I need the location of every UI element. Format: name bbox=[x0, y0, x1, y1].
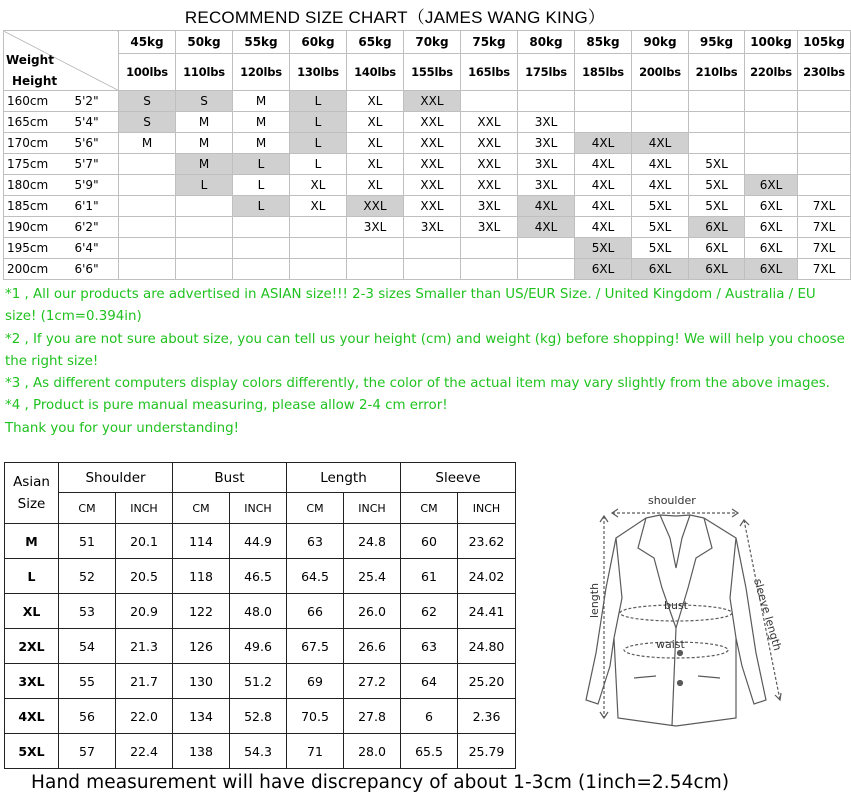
measurement-group-row bbox=[5, 463, 516, 493]
measurement-value: 67.5 bbox=[287, 629, 344, 664]
measurement-value: 64 bbox=[401, 664, 458, 699]
measurement-value: 66 bbox=[287, 594, 344, 629]
size-cell: XXL bbox=[404, 175, 461, 196]
weight-lbs-header: 220lbs bbox=[745, 54, 798, 91]
measurement-value: 20.9 bbox=[116, 594, 173, 629]
size-cell bbox=[233, 217, 290, 238]
size-cell: 4XL bbox=[632, 175, 689, 196]
height-cm: 180cm bbox=[4, 175, 69, 196]
size-label: 5XL bbox=[5, 734, 59, 769]
measurement-value: 51.2 bbox=[230, 664, 287, 699]
size-cell bbox=[689, 133, 745, 154]
size-cell: XXL bbox=[404, 154, 461, 175]
size-cell bbox=[798, 133, 851, 154]
size-cell bbox=[119, 238, 176, 259]
size-cell bbox=[798, 112, 851, 133]
measurement-row bbox=[5, 559, 516, 594]
measurement-value: 49.6 bbox=[230, 629, 287, 664]
height-cm: 165cm bbox=[4, 112, 69, 133]
unit-header: INCH bbox=[458, 493, 516, 524]
height-cm: 190cm bbox=[4, 217, 69, 238]
size-cell: 5XL bbox=[575, 238, 632, 259]
measurement-row bbox=[5, 699, 516, 734]
height-row bbox=[4, 259, 851, 280]
size-cell bbox=[518, 91, 575, 112]
weight-kg-header: 70kg bbox=[404, 31, 461, 54]
size-cell: 3XL bbox=[518, 112, 575, 133]
measurement-value: 65.5 bbox=[401, 734, 458, 769]
size-cell bbox=[233, 238, 290, 259]
height-cm: 170cm bbox=[4, 133, 69, 154]
size-cell: M bbox=[233, 133, 290, 154]
height-axis-label: Height bbox=[12, 74, 58, 88]
measurement-value: 62 bbox=[401, 594, 458, 629]
asian-size-header-line1: Asian bbox=[13, 474, 50, 490]
size-cell bbox=[404, 259, 461, 280]
diagram-label-length: length bbox=[588, 582, 601, 618]
size-cell: 7XL bbox=[798, 196, 851, 217]
measurement-value: 69 bbox=[287, 664, 344, 699]
measurement-group-header: Bust bbox=[173, 463, 287, 493]
unit-header: CM bbox=[173, 493, 230, 524]
footer-note: Hand measurement will have discrepancy of about 1-3cm (1inch=2.54cm) bbox=[31, 772, 730, 793]
measurement-row bbox=[5, 664, 516, 699]
measurement-value: 48.0 bbox=[230, 594, 287, 629]
weight-kg-header: 55kg bbox=[233, 31, 290, 54]
measurement-value: 63 bbox=[401, 629, 458, 664]
measurement-value: 71 bbox=[287, 734, 344, 769]
weight-kg-row bbox=[4, 31, 851, 54]
measurement-value: 57 bbox=[59, 734, 116, 769]
size-cell: XL bbox=[347, 91, 404, 112]
size-cell: 6XL bbox=[745, 217, 798, 238]
unit-header: CM bbox=[287, 493, 344, 524]
height-ft: 5'4" bbox=[69, 112, 119, 133]
size-cell: 4XL bbox=[518, 217, 575, 238]
size-cell: XXL bbox=[461, 133, 518, 154]
size-cell bbox=[745, 112, 798, 133]
size-cell: L bbox=[233, 154, 290, 175]
size-cell: XXL bbox=[461, 112, 518, 133]
size-cell: XL bbox=[290, 196, 347, 217]
measurement-value: 24.41 bbox=[458, 594, 516, 629]
height-ft: 6'2" bbox=[69, 217, 119, 238]
size-cell: 6XL bbox=[689, 259, 745, 280]
unit-header: INCH bbox=[230, 493, 287, 524]
weight-lbs-row bbox=[4, 54, 851, 91]
measurement-value: 23.62 bbox=[458, 524, 516, 559]
weight-kg-header: 60kg bbox=[290, 31, 347, 54]
height-ft: 6'4" bbox=[69, 238, 119, 259]
size-cell: 3XL bbox=[518, 133, 575, 154]
size-cell bbox=[745, 133, 798, 154]
size-cell: 7XL bbox=[798, 238, 851, 259]
size-cell: 4XL bbox=[575, 154, 632, 175]
size-cell: L bbox=[233, 196, 290, 217]
height-row bbox=[4, 154, 851, 175]
measurement-value: 44.9 bbox=[230, 524, 287, 559]
height-row bbox=[4, 196, 851, 217]
note-line: *3 , As different computers display colors differently, the color of the actual item may vary slightly from the above images. bbox=[5, 376, 830, 392]
size-cell: XL bbox=[347, 175, 404, 196]
height-row bbox=[4, 238, 851, 259]
size-label: 4XL bbox=[5, 699, 59, 734]
size-cell: 5XL bbox=[689, 175, 745, 196]
measurement-group-header: Length bbox=[287, 463, 401, 493]
weight-kg-header: 45kg bbox=[119, 31, 176, 54]
size-cell: M bbox=[176, 133, 233, 154]
height-cm: 175cm bbox=[4, 154, 69, 175]
page-title: RECOMMEND SIZE CHART（JAMES WANG KING） bbox=[184, 8, 606, 27]
size-cell bbox=[290, 259, 347, 280]
measurement-value: 53 bbox=[59, 594, 116, 629]
measurement-value: 25.4 bbox=[344, 559, 401, 594]
size-cell bbox=[176, 259, 233, 280]
measurement-value: 24.02 bbox=[458, 559, 516, 594]
height-ft: 6'6" bbox=[69, 259, 119, 280]
diagram-label-shoulder: shoulder bbox=[648, 494, 696, 507]
size-cell: 4XL bbox=[632, 154, 689, 175]
size-cell: 4XL bbox=[575, 196, 632, 217]
measurement-value: 22.4 bbox=[116, 734, 173, 769]
size-label: XL bbox=[5, 594, 59, 629]
size-cell: 4XL bbox=[575, 175, 632, 196]
measurement-value: 56 bbox=[59, 699, 116, 734]
measurement-value: 54 bbox=[59, 629, 116, 664]
size-cell bbox=[119, 175, 176, 196]
size-cell: L bbox=[176, 175, 233, 196]
size-cell: 6XL bbox=[575, 259, 632, 280]
size-cell: 7XL bbox=[798, 217, 851, 238]
weight-kg-header: 75kg bbox=[461, 31, 518, 54]
size-cell: XXL bbox=[461, 175, 518, 196]
size-cell: M bbox=[233, 91, 290, 112]
measurement-value: 52 bbox=[59, 559, 116, 594]
size-cell bbox=[347, 259, 404, 280]
size-cell: 4XL bbox=[632, 133, 689, 154]
measurement-value: 122 bbox=[173, 594, 230, 629]
size-cell bbox=[518, 259, 575, 280]
unit-header: INCH bbox=[116, 493, 173, 524]
size-cell: M bbox=[176, 112, 233, 133]
size-cell: 6XL bbox=[745, 196, 798, 217]
measurement-value: 114 bbox=[173, 524, 230, 559]
measurement-value: 63 bbox=[287, 524, 344, 559]
size-label: 3XL bbox=[5, 664, 59, 699]
weight-kg-header: 50kg bbox=[176, 31, 233, 54]
size-cell bbox=[176, 196, 233, 217]
measurement-value: 21.7 bbox=[116, 664, 173, 699]
size-cell: 5XL bbox=[632, 196, 689, 217]
size-label: L bbox=[5, 559, 59, 594]
size-cell bbox=[290, 217, 347, 238]
weight-kg-header: 100kg bbox=[745, 31, 798, 54]
size-cell: L bbox=[290, 91, 347, 112]
size-cell bbox=[119, 259, 176, 280]
height-ft: 5'7" bbox=[69, 154, 119, 175]
size-cell bbox=[119, 217, 176, 238]
weight-lbs-header: 140lbs bbox=[347, 54, 404, 91]
weight-kg-header: 95kg bbox=[689, 31, 745, 54]
corner-header bbox=[4, 31, 119, 91]
size-cell: 6XL bbox=[689, 238, 745, 259]
unit-header: CM bbox=[401, 493, 458, 524]
size-cell bbox=[119, 154, 176, 175]
measurement-value: 6 bbox=[401, 699, 458, 734]
size-cell: M bbox=[119, 133, 176, 154]
measurement-table bbox=[4, 462, 516, 769]
size-cell: 3XL bbox=[461, 217, 518, 238]
measurement-value: 24.8 bbox=[344, 524, 401, 559]
unit-header: CM bbox=[59, 493, 116, 524]
measurement-value: 55 bbox=[59, 664, 116, 699]
measurement-row bbox=[5, 594, 516, 629]
measurement-value: 64.5 bbox=[287, 559, 344, 594]
measurement-value: 27.8 bbox=[344, 699, 401, 734]
measurement-row bbox=[5, 524, 516, 559]
height-cm: 160cm bbox=[4, 91, 69, 112]
size-cell: S bbox=[176, 91, 233, 112]
diagram-label-sleeve-length: sleeve length bbox=[751, 577, 785, 653]
measurement-row bbox=[5, 629, 516, 664]
size-chart-table bbox=[3, 30, 851, 280]
weight-lbs-header: 185lbs bbox=[575, 54, 632, 91]
diagram-label-waist: waist bbox=[656, 638, 685, 651]
size-cell: L bbox=[233, 175, 290, 196]
weight-kg-header: 65kg bbox=[347, 31, 404, 54]
measurement-value: 21.3 bbox=[116, 629, 173, 664]
asian-size-header bbox=[5, 463, 59, 524]
size-cell: S bbox=[119, 91, 176, 112]
size-cell bbox=[233, 259, 290, 280]
size-cell bbox=[290, 238, 347, 259]
measurement-value: 130 bbox=[173, 664, 230, 699]
weight-lbs-header: 155lbs bbox=[404, 54, 461, 91]
measurement-value: 2.36 bbox=[458, 699, 516, 734]
size-cell: L bbox=[290, 154, 347, 175]
size-cell: 5XL bbox=[689, 196, 745, 217]
weight-lbs-header: 165lbs bbox=[461, 54, 518, 91]
measurement-value: 138 bbox=[173, 734, 230, 769]
measurement-value: 126 bbox=[173, 629, 230, 664]
notes bbox=[5, 284, 845, 440]
weight-kg-header: 85kg bbox=[575, 31, 632, 54]
size-cell bbox=[461, 238, 518, 259]
size-cell: XXL bbox=[461, 154, 518, 175]
size-cell: XXL bbox=[404, 112, 461, 133]
height-cm: 195cm bbox=[4, 238, 69, 259]
size-cell: 4XL bbox=[575, 133, 632, 154]
measurement-value: 20.1 bbox=[116, 524, 173, 559]
size-cell: L bbox=[290, 133, 347, 154]
measurement-value: 61 bbox=[401, 559, 458, 594]
weight-lbs-header: 110lbs bbox=[176, 54, 233, 91]
size-cell: 5XL bbox=[632, 217, 689, 238]
size-cell: S bbox=[119, 112, 176, 133]
size-cell bbox=[176, 238, 233, 259]
size-cell bbox=[632, 112, 689, 133]
size-cell: XL bbox=[290, 175, 347, 196]
measurement-value: 24.80 bbox=[458, 629, 516, 664]
size-cell: 3XL bbox=[461, 196, 518, 217]
note-line: *2 , If you are not sure about size, you can tell us your height (cm) and weight (kg) before shopping! We will help you choose the right size! bbox=[5, 331, 845, 369]
size-cell bbox=[404, 238, 461, 259]
size-cell bbox=[745, 91, 798, 112]
size-cell: XXL bbox=[347, 196, 404, 217]
size-cell bbox=[689, 91, 745, 112]
size-cell: M bbox=[176, 154, 233, 175]
weight-lbs-header: 200lbs bbox=[632, 54, 689, 91]
size-cell: 3XL bbox=[518, 175, 575, 196]
weight-lbs-header: 230lbs bbox=[798, 54, 851, 91]
size-cell: 3XL bbox=[347, 217, 404, 238]
measurement-group-header: Sleeve bbox=[401, 463, 516, 493]
size-cell: 5XL bbox=[689, 154, 745, 175]
measurement-value: 51 bbox=[59, 524, 116, 559]
height-row bbox=[4, 217, 851, 238]
size-cell: 3XL bbox=[404, 217, 461, 238]
size-cell: XXL bbox=[404, 196, 461, 217]
height-ft: 5'2" bbox=[69, 91, 119, 112]
jacket-diagram bbox=[568, 478, 798, 748]
size-cell: 6XL bbox=[745, 175, 798, 196]
size-cell bbox=[745, 154, 798, 175]
size-cell bbox=[119, 196, 176, 217]
height-row bbox=[4, 133, 851, 154]
measurement-value: 118 bbox=[173, 559, 230, 594]
size-cell bbox=[575, 112, 632, 133]
weight-lbs-header: 175lbs bbox=[518, 54, 575, 91]
size-cell bbox=[575, 91, 632, 112]
measurement-value: 70.5 bbox=[287, 699, 344, 734]
size-cell: L bbox=[290, 112, 347, 133]
height-cm: 185cm bbox=[4, 196, 69, 217]
size-cell: 4XL bbox=[575, 217, 632, 238]
size-cell bbox=[518, 238, 575, 259]
height-ft: 6'1" bbox=[69, 196, 119, 217]
size-cell: 6XL bbox=[632, 259, 689, 280]
unit-row bbox=[5, 493, 516, 524]
size-cell: XL bbox=[347, 112, 404, 133]
size-cell: XL bbox=[347, 154, 404, 175]
size-cell: XXL bbox=[404, 133, 461, 154]
jacket-illustration bbox=[568, 478, 798, 748]
size-cell bbox=[798, 154, 851, 175]
weight-axis-label: Weight bbox=[6, 53, 54, 67]
size-cell: 7XL bbox=[798, 259, 851, 280]
measurement-value: 54.3 bbox=[230, 734, 287, 769]
size-cell bbox=[798, 91, 851, 112]
measurement-value: 22.0 bbox=[116, 699, 173, 734]
size-cell: 4XL bbox=[518, 196, 575, 217]
size-cell: XXL bbox=[404, 91, 461, 112]
size-cell bbox=[632, 91, 689, 112]
measurement-value: 28.0 bbox=[344, 734, 401, 769]
weight-lbs-header: 210lbs bbox=[689, 54, 745, 91]
measurement-value: 26.0 bbox=[344, 594, 401, 629]
note-line: *4 , Product is pure manual measuring, please allow 2-4 cm error! bbox=[5, 398, 448, 414]
height-ft: 5'6" bbox=[69, 133, 119, 154]
weight-lbs-header: 100lbs bbox=[119, 54, 176, 91]
height-cm: 200cm bbox=[4, 259, 69, 280]
asian-size-header-line2: Size bbox=[17, 496, 46, 512]
size-cell: 5XL bbox=[632, 238, 689, 259]
height-row bbox=[4, 112, 851, 133]
measurement-value: 27.2 bbox=[344, 664, 401, 699]
note-line: Thank you for your understanding! bbox=[5, 420, 239, 436]
size-label: 2XL bbox=[5, 629, 59, 664]
unit-header: INCH bbox=[344, 493, 401, 524]
size-cell: 3XL bbox=[518, 154, 575, 175]
size-cell: 6XL bbox=[745, 259, 798, 280]
height-ft: 5'9" bbox=[69, 175, 119, 196]
measurement-value: 52.8 bbox=[230, 699, 287, 734]
weight-kg-header: 90kg bbox=[632, 31, 689, 54]
measurement-value: 26.6 bbox=[344, 629, 401, 664]
size-cell bbox=[461, 91, 518, 112]
size-cell bbox=[461, 259, 518, 280]
measurement-row bbox=[5, 734, 516, 769]
size-cell bbox=[798, 175, 851, 196]
size-cell: 6XL bbox=[745, 238, 798, 259]
size-cell bbox=[176, 217, 233, 238]
size-cell bbox=[347, 238, 404, 259]
note-line: *1 , All our products are advertised in ASIAN size!!! 2-3 sizes Smaller than US/EUR Size. / United Kingdom / Australia / EU size! (1cm=0.394in) bbox=[5, 287, 816, 325]
height-row bbox=[4, 175, 851, 196]
weight-kg-header: 80kg bbox=[518, 31, 575, 54]
size-cell bbox=[689, 112, 745, 133]
weight-kg-header: 105kg bbox=[798, 31, 851, 54]
measurement-value: 134 bbox=[173, 699, 230, 734]
size-label: M bbox=[5, 524, 59, 559]
size-cell: M bbox=[233, 112, 290, 133]
measurement-value: 25.20 bbox=[458, 664, 516, 699]
size-cell: XL bbox=[347, 133, 404, 154]
measurement-value: 46.5 bbox=[230, 559, 287, 594]
weight-lbs-header: 120lbs bbox=[233, 54, 290, 91]
height-row bbox=[4, 91, 851, 112]
measurement-value: 25.79 bbox=[458, 734, 516, 769]
measurement-group-header: Shoulder bbox=[59, 463, 173, 493]
weight-lbs-header: 130lbs bbox=[290, 54, 347, 91]
measurement-value: 60 bbox=[401, 524, 458, 559]
size-cell: 6XL bbox=[689, 217, 745, 238]
measurement-value: 20.5 bbox=[116, 559, 173, 594]
diagram-label-bust: bust bbox=[664, 599, 688, 612]
